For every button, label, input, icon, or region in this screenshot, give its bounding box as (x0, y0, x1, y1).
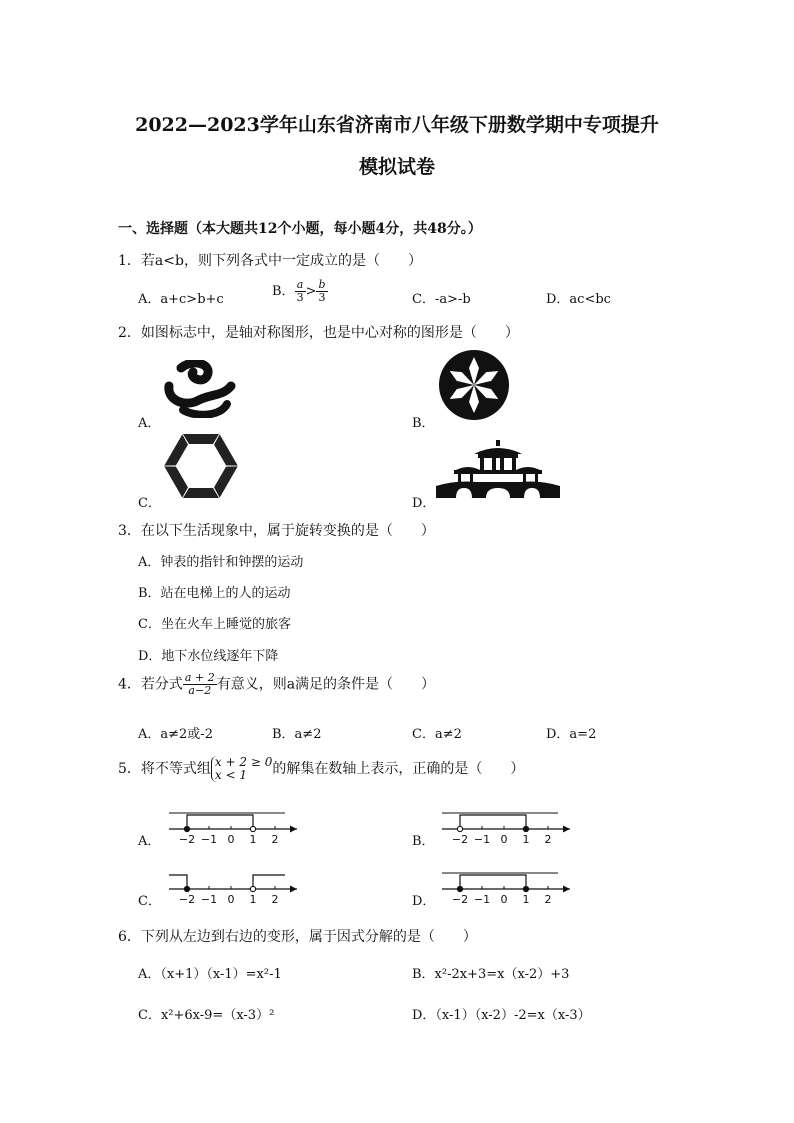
q2-option-c: C． (138, 496, 161, 511)
number-line-b (438, 802, 578, 850)
q3-option-b: B．站在电梯上的人的运动 (138, 586, 291, 601)
q1-option-a: A．a+c>b+c (138, 292, 224, 307)
q2-stem: 2．如图标志中，是轴对称图形，也是中心对称的图形是（ ） (118, 325, 519, 341)
q1-op: > (305, 284, 317, 299)
q2-option-d: D． (412, 496, 436, 511)
hexagon-pinwheel-logo-icon (163, 432, 239, 500)
tick-label: 2 (544, 893, 552, 906)
filled-endpoint (523, 826, 528, 831)
q2-option-b: B． (412, 416, 435, 431)
axis-arrow (290, 886, 297, 893)
filled-endpoint (523, 886, 528, 891)
q5-option-c: C． (138, 894, 161, 909)
q6-option-d: D．（x-1）（x-2）-2=x（x-3） (412, 1008, 591, 1023)
tick-label: 2 (271, 833, 279, 846)
q5-system (211, 756, 272, 782)
q4-fraction (183, 672, 217, 697)
q5-option-b: B． (412, 834, 435, 849)
tick-label: −2 (178, 833, 196, 846)
q5-stem (118, 756, 524, 782)
tick-label: −1 (473, 893, 491, 906)
frac-den: 3 (318, 291, 326, 304)
tick-label: 0 (500, 833, 508, 846)
tick-label: 1 (249, 833, 257, 846)
number-line-c (165, 862, 305, 910)
solution-bracket (460, 815, 526, 829)
open-endpoint (250, 826, 255, 831)
q6-option-a: A．（x+1）（x-1）=x²-1 (138, 967, 282, 982)
q4-stem (118, 672, 435, 697)
axis-arrow (290, 826, 297, 833)
tick-label: 0 (227, 833, 235, 846)
frac-num: a (295, 279, 306, 292)
section-heading: 一、选择题（本大题共12个小题，每小题4分，共48分。） (118, 221, 482, 237)
page-title-line2: 模拟试卷 (358, 156, 435, 178)
tick-label: 1 (522, 833, 530, 846)
filled-endpoint (184, 826, 189, 831)
page-title: 2022—2023学年山东省济南市八年级下册数学期中专项提升 (135, 114, 659, 136)
tick-label: 0 (500, 893, 508, 906)
q1-option-b (272, 279, 328, 304)
axis-arrow (563, 886, 570, 893)
q5-option-a: A． (138, 834, 161, 849)
open-endpoint (457, 826, 462, 831)
number-line-a (165, 802, 305, 850)
swirl-logo-icon (163, 360, 239, 418)
q5-post: 的解集在数轴上表示，正确的是（ ） (272, 761, 525, 777)
tick-label: −1 (200, 833, 218, 846)
q4-post: 有意义，则a满足的条件是（ ） (216, 676, 436, 693)
tick-label: 1 (522, 893, 530, 906)
q5-option-d: D． (412, 894, 436, 909)
q6-option-b: B．x²-2x+3=x（x-2）+3 (412, 967, 570, 982)
tick-label: −1 (200, 893, 218, 906)
q1-option-b-label: B． (272, 284, 295, 299)
pavilion-bridge-logo-icon (436, 440, 560, 500)
tick-label: 0 (227, 893, 235, 906)
q4-den: a−2 (188, 684, 212, 697)
q5-pre: 5．将不等式组 (118, 761, 211, 777)
frac-num: b (318, 278, 326, 291)
left-ray (169, 875, 187, 889)
tick-label: −2 (451, 893, 469, 906)
q6-option-c: C．x²+6x-9=（x-3）² (138, 1008, 275, 1023)
q1-option-d: D．ac<bc (546, 292, 611, 307)
q1-option-c: C．-a>-b (412, 292, 471, 307)
q1-stem: 1．若a<b，则下列各式中一定成立的是（ ） (118, 253, 422, 269)
frac-den: 3 (296, 291, 304, 304)
q4-pre: 4．若分式 (118, 676, 183, 693)
q4-option-c: C．a≠2 (412, 727, 462, 742)
q3-stem: 3．在以下生活现象中，属于旋转变换的是（ ） (118, 523, 435, 539)
q5-line2: x < 1 (214, 768, 248, 782)
q5-line1: x + 2 ≥ 0 (214, 755, 273, 769)
solution-bracket (460, 875, 526, 889)
tick-label: 2 (544, 833, 552, 846)
tick-label: −2 (451, 833, 469, 846)
tick-label: −1 (473, 833, 491, 846)
q6-stem: 6．下列从左边到右边的变形，属于因式分解的是（ ） (118, 929, 477, 945)
q4-num: a + 2 (184, 671, 215, 684)
open-endpoint (250, 886, 255, 891)
tick-label: 2 (271, 893, 279, 906)
filled-endpoint (457, 886, 462, 891)
filled-endpoint (184, 886, 189, 891)
q3-option-c: C．坐在火车上睡觉的旅客 (138, 617, 291, 632)
solution-bracket (187, 815, 253, 829)
tick-label: −2 (178, 893, 196, 906)
tick-label: 1 (249, 893, 257, 906)
q3-option-a: A．钟表的指针和钟摆的运动 (138, 555, 304, 570)
q3-option-d: D．地下水位线逐年下降 (138, 649, 279, 664)
q4-option-b: B．a≠2 (272, 727, 322, 742)
q4-option-a: A．a≠2或-2 (138, 727, 213, 742)
q1-fraction-a (295, 279, 306, 304)
q4-option-d: D．a=2 (546, 727, 597, 742)
hexflower-logo-icon (438, 349, 510, 421)
q2-option-a: A． (138, 416, 161, 431)
q1-fraction-b (316, 279, 327, 304)
right-ray (253, 875, 285, 889)
number-line-d (438, 862, 578, 910)
axis-arrow (563, 826, 570, 833)
